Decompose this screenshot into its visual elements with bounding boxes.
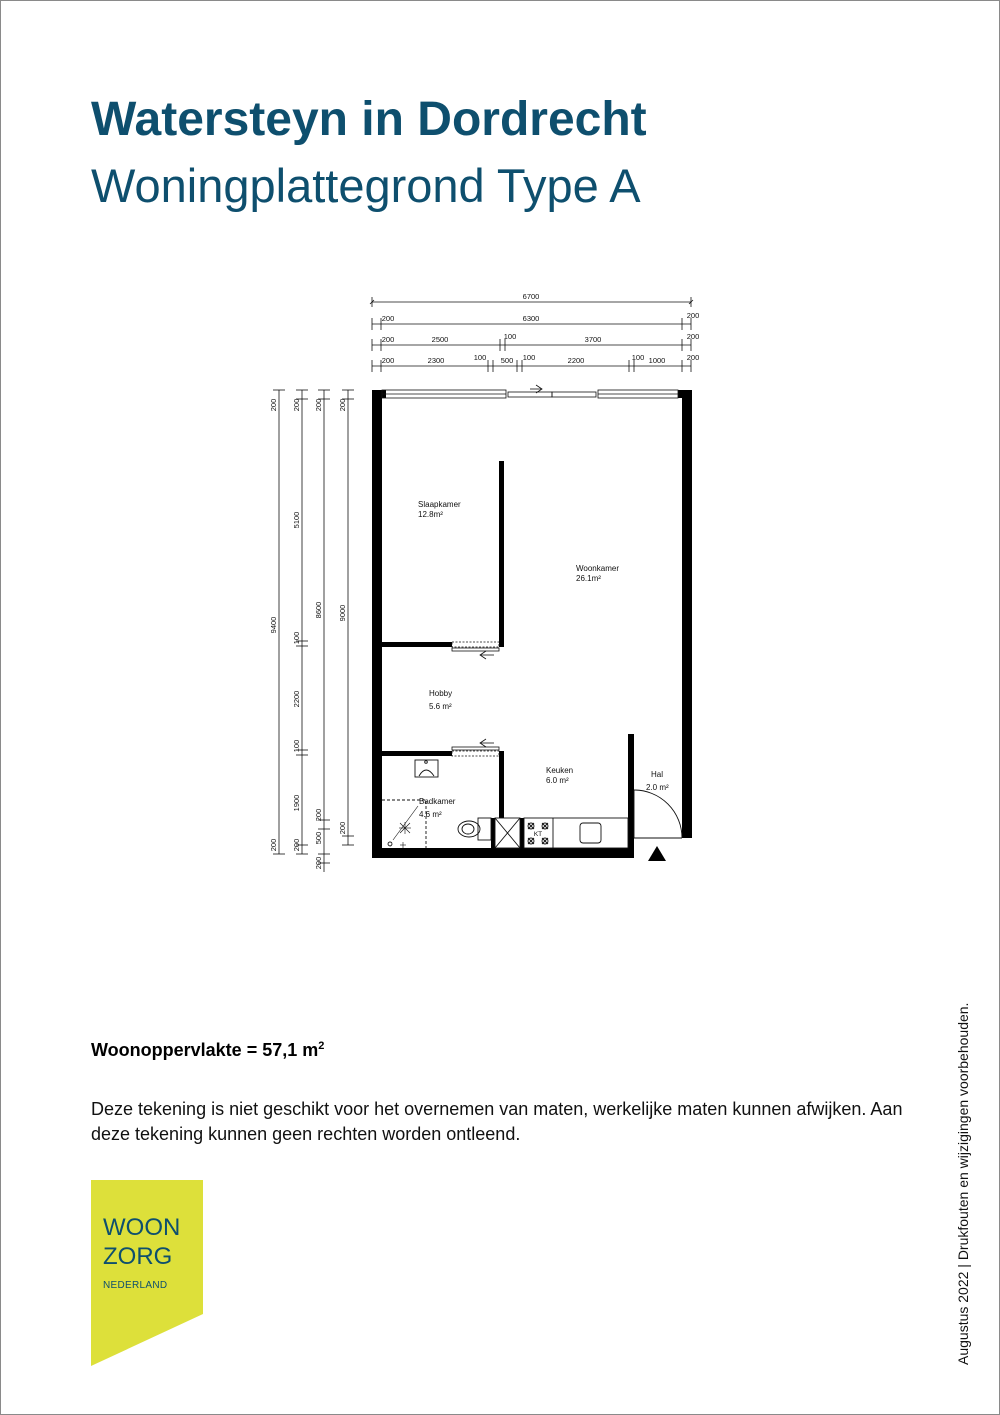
page-subtitle: Woningplattegrond Type A [91, 159, 641, 212]
front-door [634, 790, 682, 838]
room-name: Slaapkamer [418, 500, 461, 509]
dim-label: 100 [522, 353, 536, 362]
dim-label: 1000 [648, 356, 666, 365]
dim-label: 100 [292, 739, 301, 753]
room-area: 2.0 m² [646, 783, 669, 792]
dim-label: 100 [631, 353, 645, 362]
room-area: 4.6 m² [419, 810, 442, 819]
dim-label: 500 [500, 356, 514, 365]
dim-label: 200 [338, 398, 347, 412]
dim-label: 200 [314, 856, 323, 870]
dim-label: 200 [686, 311, 700, 320]
dim-label: 2200 [567, 356, 585, 365]
dim-label: 2500 [431, 335, 449, 344]
disclaimer-text: Deze tekening is niet geschikt voor het overnemen van maten, werkelijke maten kunnen afwijken. Aan deze tekening kunnen geen rechten worden ontleend. [91, 1099, 903, 1144]
entrance-arrow-icon [648, 846, 666, 861]
kitchen-counter [495, 818, 628, 848]
living-area [91, 1040, 324, 1061]
dim-label: 6300 [522, 314, 540, 323]
dim-label: 2200 [292, 690, 301, 708]
dim-label: 200 [338, 821, 347, 835]
room-name: Badkamer [419, 797, 456, 806]
dim-label: 200 [314, 398, 323, 412]
dim-label: 200 [292, 398, 301, 412]
logo-line-2: ZORG [103, 1243, 173, 1270]
appliance-label: KT [533, 831, 543, 838]
dim-label: 200 [314, 808, 323, 822]
room-name: Keuken [546, 766, 574, 775]
room-area: 6.0 m² [546, 776, 569, 785]
dim-label: 200 [269, 398, 278, 412]
room-name: Woonkamer [576, 564, 619, 573]
logo-line-1: WOON [103, 1214, 181, 1241]
room-area: 26.1m² [576, 574, 601, 583]
walls [372, 390, 692, 858]
dim-label: 1900 [292, 794, 301, 812]
dim-label: 2300 [427, 356, 445, 365]
room-area: 5.6 m² [429, 702, 452, 711]
area-superscript: 2 [318, 1040, 325, 1052]
dim-label: 200 [686, 332, 700, 341]
room-area: 12.8m² [418, 510, 443, 519]
dim-label: 200 [381, 356, 395, 365]
dim-label: 100 [292, 631, 301, 645]
dim-label: 200 [292, 838, 301, 852]
dim-label: 8600 [314, 601, 323, 619]
room-name: Hobby [429, 689, 453, 698]
left-dimensions [273, 390, 354, 872]
dim-label: 200 [381, 314, 395, 323]
dim-label: 3700 [584, 335, 602, 344]
dim-label: 200 [269, 838, 278, 852]
balcony-sliding-door [508, 385, 596, 397]
dim-label: 200 [381, 335, 395, 344]
woonzorg-logo-icon [91, 1180, 203, 1366]
side-note: Augustus 2022 | Drukfouten en wijzigingen voorbehouden. [955, 1002, 971, 1365]
dim-label: 5100 [292, 511, 301, 529]
page-title: Watersteyn in Dordrecht [91, 93, 647, 146]
living-area-label: Woonoppervlakte = 57,1 m [91, 1040, 319, 1060]
dim-label: 100 [503, 332, 517, 341]
room-name: Hal [651, 770, 664, 779]
dim-label: 9000 [338, 604, 347, 622]
dim-label: 100 [473, 353, 487, 362]
top-dimension-labels [382, 292, 700, 365]
left-dimension-labels [269, 399, 347, 870]
dim-label: 200 [686, 353, 700, 362]
sliding-doors [452, 642, 499, 756]
logo-line-3: NEDERLAND [103, 1280, 168, 1291]
dim-label: 6700 [522, 292, 540, 301]
dim-label: 9400 [269, 616, 278, 634]
dim-label: 500 [314, 831, 323, 845]
